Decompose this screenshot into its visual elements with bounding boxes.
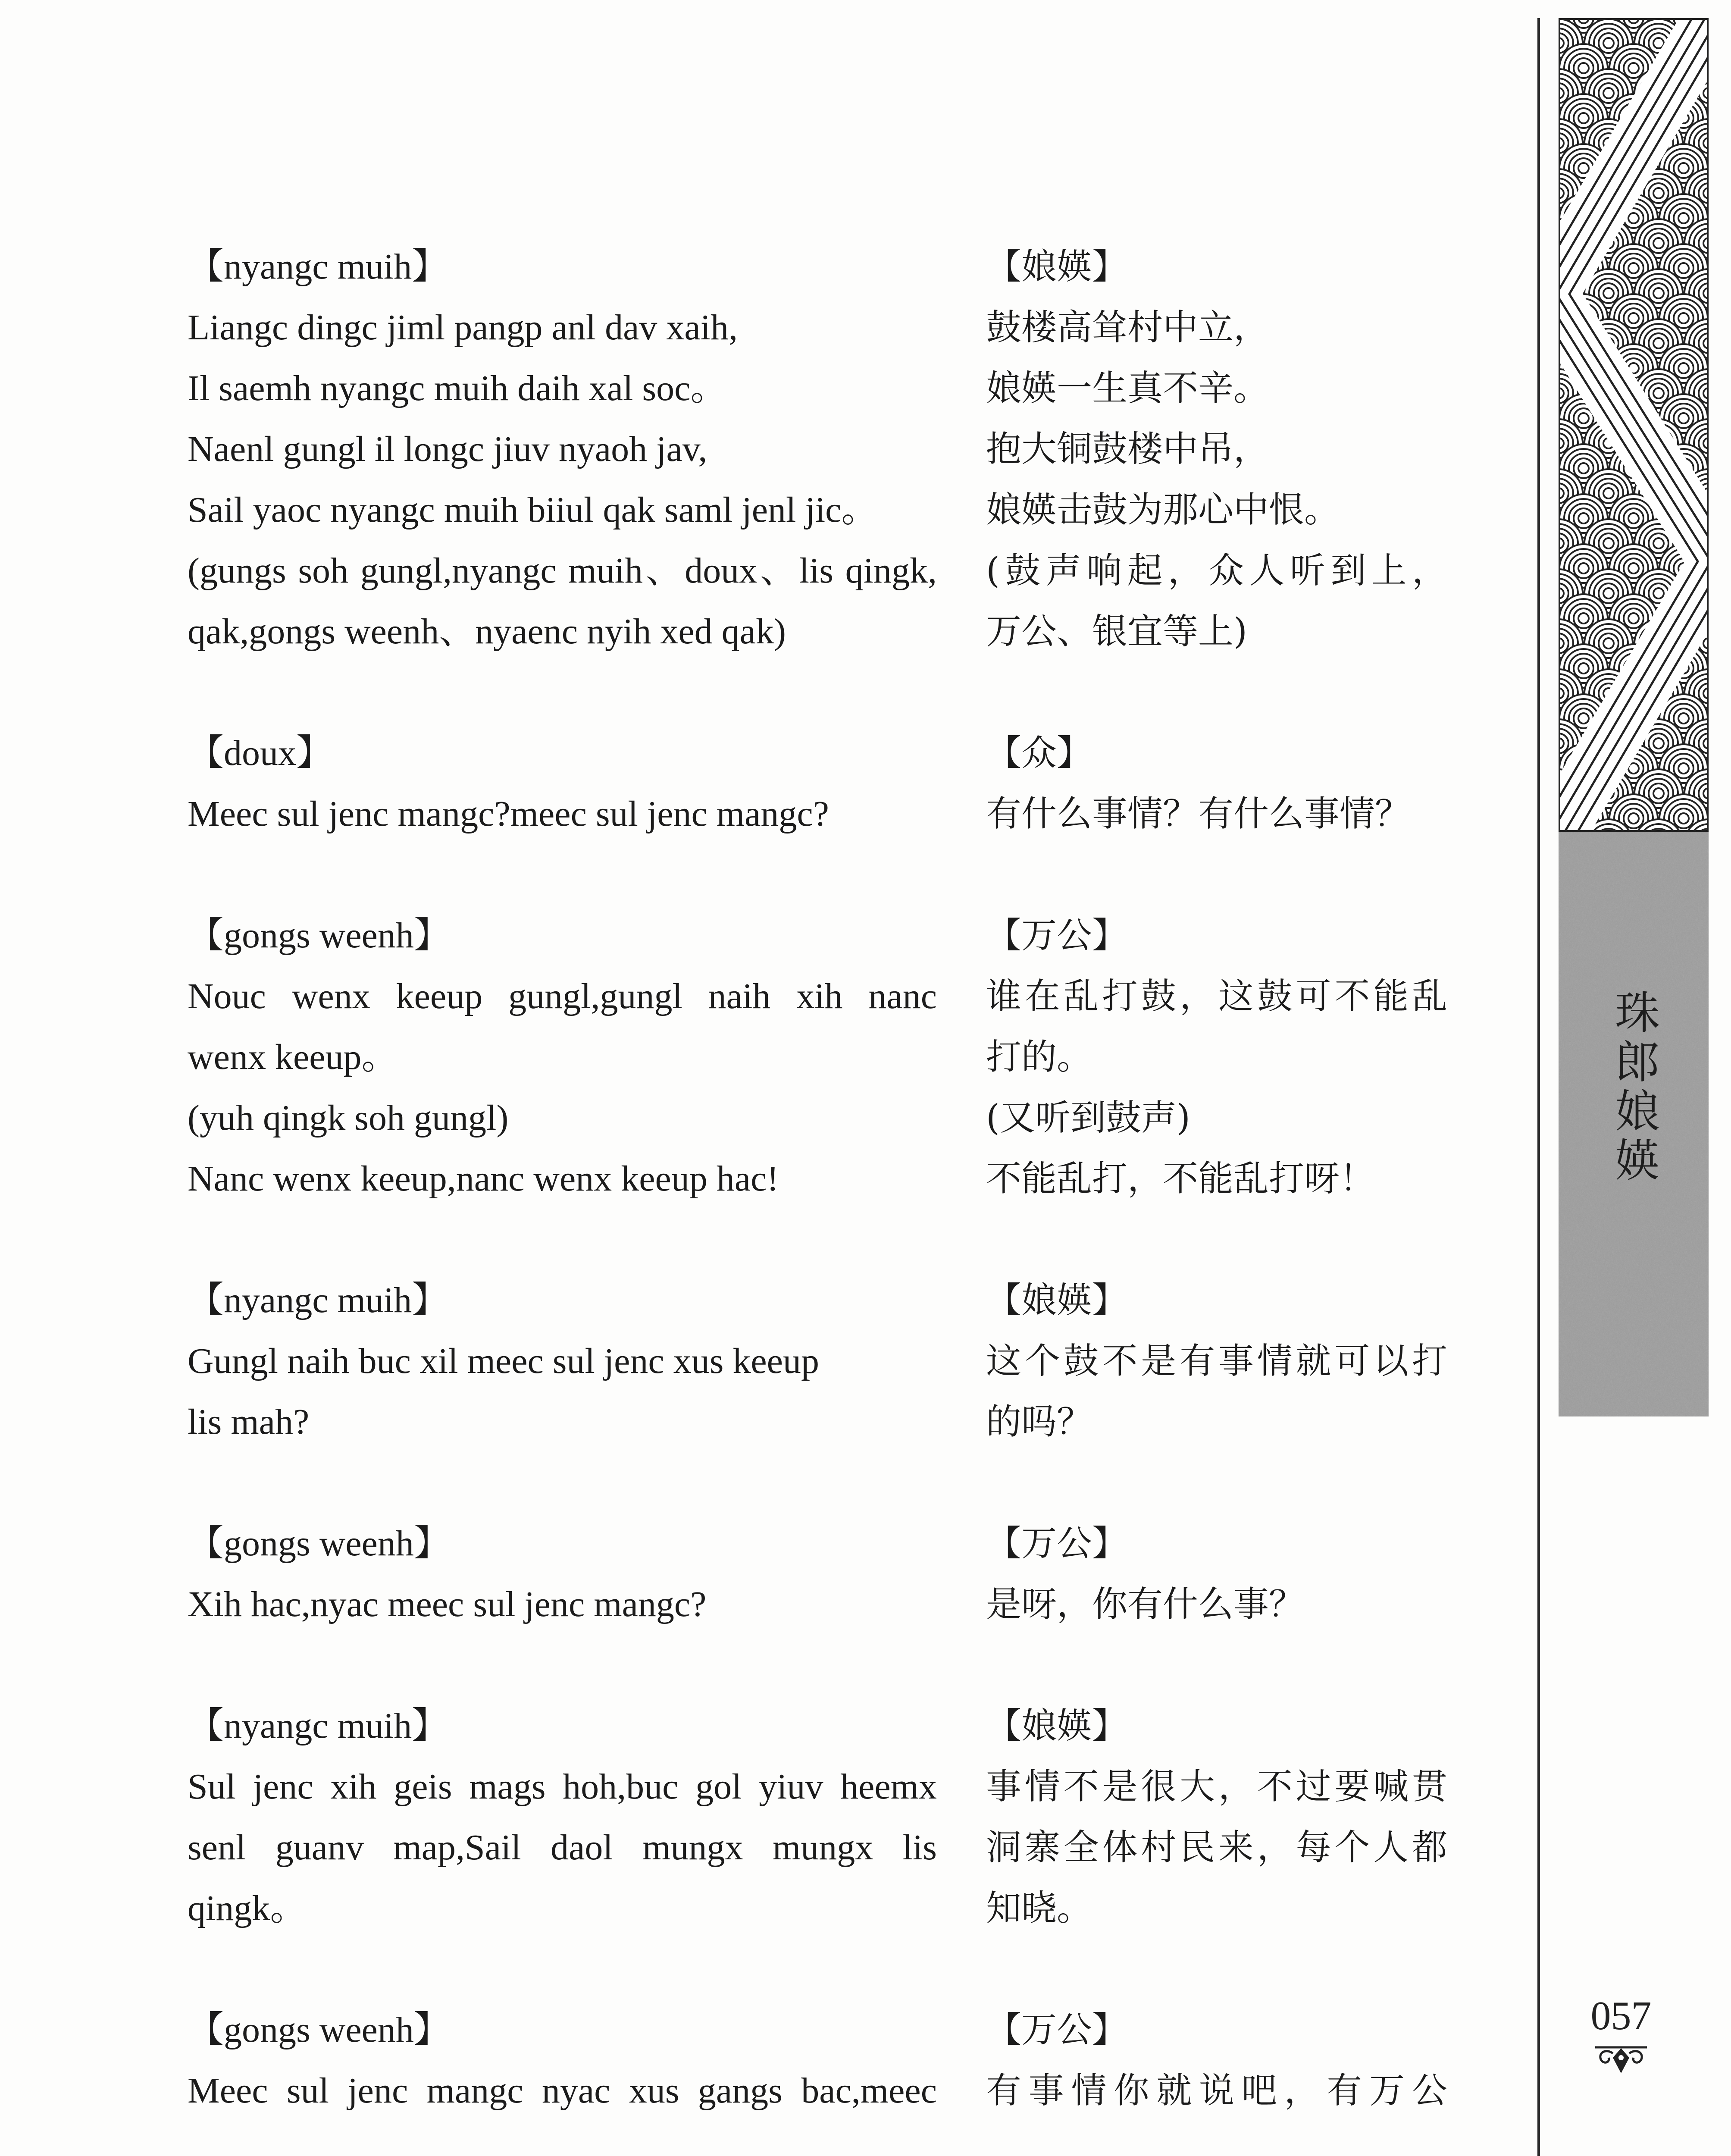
line-dong: lis mah? xyxy=(188,1402,310,1442)
line-zh: 事情不是很大，不过要喊贯 xyxy=(986,1766,1447,1807)
speaker-row xyxy=(188,1270,1447,1331)
dialogue-section xyxy=(188,1999,1447,2121)
dialogue-row xyxy=(188,1756,1447,1817)
line-dong: (yuh qingk soh gungl) xyxy=(188,1098,509,1138)
speaker-zh: 【娘媖】 xyxy=(986,1705,1128,1746)
speaker-dong: 【gongs weenh】 xyxy=(188,2010,450,2050)
line-zh: 抱大铜鼓楼中吊， xyxy=(986,429,1269,470)
speaker-dong: 【doux】 xyxy=(188,733,333,773)
dialogue-section xyxy=(188,1695,1447,1939)
line-zh: 是呀，你有什么事？ xyxy=(986,1584,1305,1625)
speaker-dong: 【nyangc muih】 xyxy=(188,1280,448,1320)
side-rule xyxy=(1537,18,1540,2156)
line-dong: qak,gongs weenh、nyaenc nyih xed qak) xyxy=(188,611,786,652)
line-dong: Xih hac,nyac meec sul jenc mangc? xyxy=(188,1584,707,1624)
line-zh: 有什么事情？有什么事情？ xyxy=(986,793,1411,834)
speaker-zh: 【娘媖】 xyxy=(986,1280,1128,1321)
speaker-row xyxy=(188,1513,1447,1574)
dialogue-text xyxy=(188,236,1447,2121)
dialogue-row xyxy=(188,297,1447,358)
line-dong: senl guanv map,Sail daol mungx mungx lis xyxy=(188,1827,937,1868)
line-dong: Sail yaoc nyangc muih biiul qak saml jenl jic。 xyxy=(188,490,878,530)
line-dong: Il saemh nyangc muih daih xal soc。 xyxy=(188,368,727,408)
ornamental-border-pattern xyxy=(1559,18,1709,832)
speaker-row xyxy=(188,236,1447,297)
line-zh: 娘媖击鼓为那心中恨。 xyxy=(986,489,1340,530)
dialogue-row xyxy=(188,1391,1447,1452)
line-zh: 这个鼓不是有事情就可以打 xyxy=(986,1341,1447,1382)
line-zh: 不能乱打，不能乱打呀！ xyxy=(986,1158,1375,1199)
line-zh: 鼓楼高耸村中立， xyxy=(986,307,1269,348)
dialogue-row xyxy=(188,358,1447,419)
speaker-row xyxy=(188,723,1447,783)
line-dong: qingk。 xyxy=(188,1888,307,1928)
dialogue-row xyxy=(188,1087,1447,1148)
dialogue-row xyxy=(188,419,1447,479)
page-number: 057 xyxy=(1590,1993,1652,2038)
line-dong: Nouc wenx keeup gungl,gungl naih xih nanc xyxy=(188,976,937,1016)
line-dong: Naenl gungl il longc jiuv nyaoh jav, xyxy=(188,429,707,469)
line-zh: 打的。 xyxy=(986,1037,1092,1078)
line-dong: Liangc dingc jiml pangp anl dav xaih, xyxy=(188,307,738,348)
speaker-zh: 【万公】 xyxy=(986,2009,1128,2050)
dialogue-row xyxy=(188,1331,1447,1391)
dialogue-row xyxy=(188,1878,1447,1939)
speaker-dong: 【nyangc muih】 xyxy=(188,1706,448,1746)
chapter-title xyxy=(1559,989,1709,1186)
chapter-tab xyxy=(1559,832,1709,1416)
speaker-zh: 【万公】 xyxy=(986,915,1128,956)
dialogue-row xyxy=(188,1148,1447,1209)
speaker-row xyxy=(188,1695,1447,1756)
dialogue-row xyxy=(188,601,1447,662)
dialogue-row xyxy=(188,479,1447,540)
dialogue-section xyxy=(188,723,1447,844)
line-zh: 有事情你就说吧，有万公 xyxy=(986,2070,1447,2111)
dialogue-row xyxy=(188,540,1447,601)
speaker-dong: 【gongs weenh】 xyxy=(188,1523,450,1564)
dialogue-row xyxy=(188,1574,1447,1635)
line-dong: (gungs soh gungl,nyangc muih、doux、lis qingk, xyxy=(188,551,937,591)
line-zh: 知晓。 xyxy=(986,1888,1092,1929)
line-zh: 谁在乱打鼓，这鼓可不能乱 xyxy=(986,976,1447,1017)
speaker-dong: 【nyangc muih】 xyxy=(188,247,448,287)
dialogue-section xyxy=(188,236,1447,662)
line-dong: wenx keeup。 xyxy=(188,1037,398,1077)
line-zh: (又听到鼓声) xyxy=(986,1097,1190,1138)
speaker-row xyxy=(188,905,1447,966)
dialogue-row xyxy=(188,1027,1447,1087)
dialogue-row xyxy=(188,966,1447,1027)
dialogue-section xyxy=(188,905,1447,1209)
dialogue-row xyxy=(188,783,1447,844)
line-dong: Nanc wenx keeup,nanc wenx keeup hac! xyxy=(188,1159,779,1199)
dialogue-row xyxy=(188,1817,1447,1878)
line-dong: Gungl naih buc xil meec sul jenc xus keeup xyxy=(188,1341,819,1381)
speaker-zh: 【娘媖】 xyxy=(986,246,1128,287)
speaker-zh: 【众】 xyxy=(986,733,1092,774)
line-zh: 娘媖一生真不辛。 xyxy=(986,368,1269,409)
line-dong: Sul jenc xih geis mags hoh,buc gol yiuv heemx xyxy=(188,1767,937,1807)
dialogue-section xyxy=(188,1270,1447,1452)
line-zh: 万公、银宜等上) xyxy=(986,611,1247,652)
page-number-ornament-icon xyxy=(1593,2043,1649,2078)
line-zh: 的吗？ xyxy=(986,1401,1092,1442)
speaker-zh: 【万公】 xyxy=(986,1523,1128,1564)
dialogue-row xyxy=(188,2060,1447,2121)
speaker-dong: 【gongs weenh】 xyxy=(188,915,450,956)
line-zh: (鼓声响起，众人听到上， xyxy=(986,550,1447,591)
line-zh: 洞寨全体村民来，每个人都 xyxy=(986,1827,1447,1868)
line-dong: Meec sul jenc mangc?meec sul jenc mangc? xyxy=(188,794,829,834)
line-dong: Meec sul jenc mangc nyac xus gangs bac,meec xyxy=(188,2071,937,2111)
speaker-row xyxy=(188,1999,1447,2060)
chapter-title-text: 珠郎娘媖 xyxy=(1607,989,1660,1186)
dialogue-section xyxy=(188,1513,1447,1635)
